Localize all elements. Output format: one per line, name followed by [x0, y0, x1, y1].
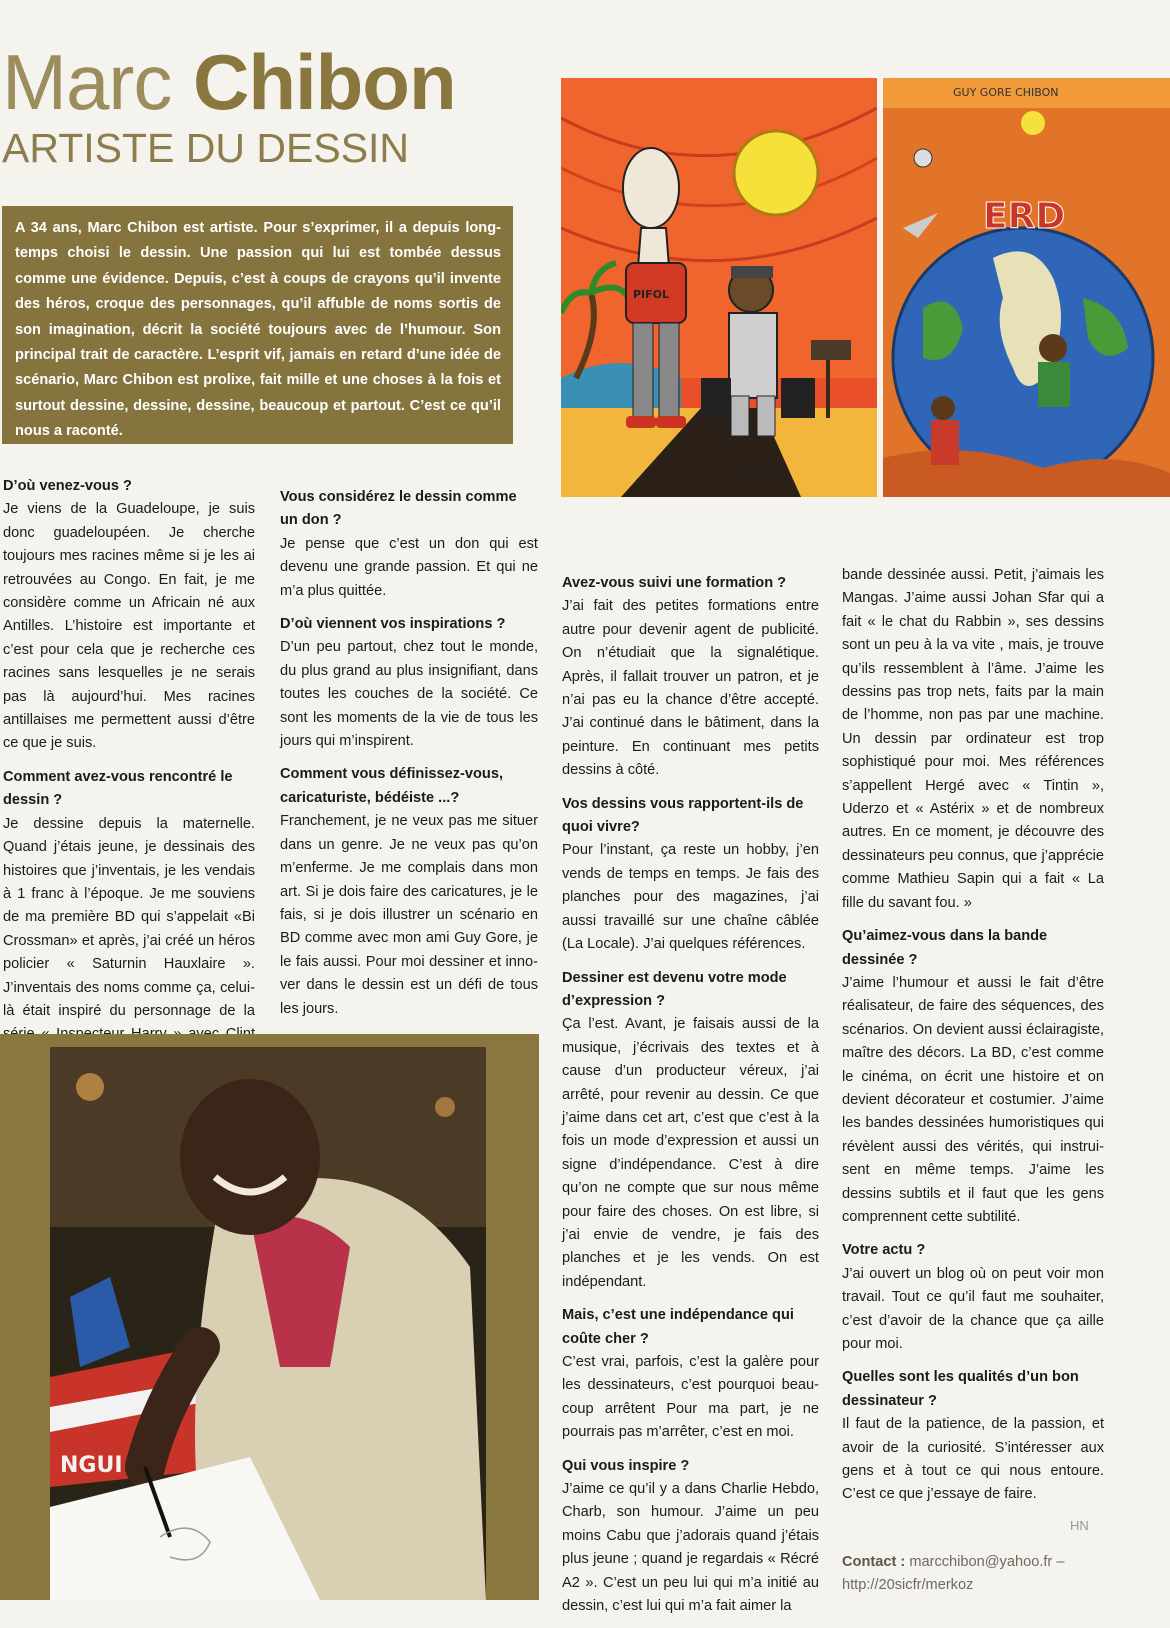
art1-signature: MARC — [746, 468, 775, 479]
answer-news: J’ai ouvert un blog où on peut voir mon travail. Tout ce qu’il faut me souhaiter, c’est d’avoir de la chance que ça aille pour moi. — [842, 1265, 1104, 1352]
contact-label: Contact : — [842, 1554, 906, 1570]
intro-box — [2, 206, 513, 444]
answer-discovery: Je dessine depuis la maternelle. Quand j’étais jeune, je dessinais des histoires que j’inventais, je les vendais à 1 franc à l’époque. Je me souviens de ma première BD qui s’appelait «Bi Crossman» et après, j’ai créé un héros policier « Saturnin Hauxlaire ». J’inventais des noms comme ça, celui-là était inspiré du personnage de la — [3, 815, 255, 1019]
art2-banner: GUY GORE CHIBON — [953, 86, 1059, 99]
question-origin: D’où venez-vous ? — [3, 478, 132, 494]
question-influences: Qui vous inspire ? — [562, 1457, 690, 1474]
cartoon-artwork-right — [883, 78, 1170, 497]
author-signature: HN — [1070, 1518, 1089, 1533]
column-1 — [3, 475, 255, 1080]
answer-inspirations: D’un peu partout, chez tout le monde, du plus grand au plus insignifiant, dans toutes les couches de la société. Ce sont les moments de la vie de tous les jours qui m’inspirent. — [280, 639, 538, 750]
title-last-name: Chibon — [193, 38, 456, 126]
column-4 — [842, 564, 1104, 1517]
question-comics-love: Qu’aimez-vous dans la bande dessinée ? — [842, 928, 1048, 968]
answer-comics-love: J’aime l’humour et aussi le fait d’être réalisateur, de faire des séquences, des scénarios. On devient aussi éclairagiste, maître des décors. La BD, c’est comme le cinéma, on écrit une histoire et on devient décorateur et costumier. J’aime les bandes dessinées humoristiques qui révèlent aussi des vérités, qui instruisent en même temps. J’aime les dessins subtils et il faut que les gens comprennent cette subtilité. — [842, 974, 1104, 1225]
column-2 — [280, 486, 538, 1031]
question-inspirations: D’où viennent vos inspirations ? — [280, 616, 506, 633]
column-3 — [562, 572, 819, 1628]
answer-training: J’ai fait des petites formations entre autre pour devenir agent de publicité. On n’étudiait que la signalétique. Après, il fallait trouver un patron, et je n’ai pas eu la chance d’être accepté. J’ai continué dans le bâtiment, dans la peinture. En continuant mes petits dessins à côté. — [562, 598, 819, 779]
intro-text: A 34 ans, Marc Chibon est artiste. Pour s’exprimer, il a depuis longtemps choisi le dessin. Une passion qui lui est tombée dessus comme une évidence. Depuis, c’est à coups de crayons qu’il invente des héros, croque des personnages, qu’il affuble de noms sortis de son imagination, décrit la société toujours avec de l’humour. Son principal trait de caractère. L’esprit vif, jamais en retard d’une idée de scénario, Marc Chibon est prolixe, fait mille et une choses à la fois et surtout dessine, dessine, dessine, beaucoup et partout. C’est ce qu’il nous a raconté. — [15, 220, 501, 440]
answer-gift: Je pense que c’est un don qui est devenu une grande passion. Et qui ne m’a plus quittée. — [280, 535, 538, 599]
answer-income: Pour l’instant, ça reste un hobby, j’en vends de temps en temps. Je fais des planches pour des magazines, j’ai aussi travaillé sur une chaîne câblée (La Locale). J’ai quelques références. — [562, 842, 819, 953]
contact-text: marcchibon@yahoo.fr – http://20sicfr/merkoz — [842, 1554, 1065, 1594]
answer-definition: Franchement, je ne veux pas me situer dans un genre. Je ne veux pas qu’on m’enferme. Je me complais dans mon art. Si je dois faire des caricatures, je le fais, si je dois illustrer un scénario en BD comme avec mon ami Guy Gore, je le fais aussi. Pour moi dessiner et innover dans le dessin est un défi de tous les jours. — [280, 813, 538, 1017]
cartoon-artwork-left — [561, 78, 877, 497]
question-news: Votre actu ? — [842, 1242, 926, 1259]
question-gift: Vous considérez le dessin comme un don ? — [280, 489, 517, 529]
question-definition: Comment vous définissez-vous, caricaturiste, bédéiste ...? — [280, 766, 504, 806]
art1-shirt-text: PIFOL — [633, 288, 670, 301]
contact-line — [842, 1551, 1104, 1598]
question-expression: Dessiner est devenu votre mode d’expression ? — [562, 969, 787, 1009]
answer-influences-continued: bande dessinée aussi. Petit, j’aimais les Mangas. J’aime aussi Johan Sfar qui a fait « le chat du Rabbin », ses dessins sont un peu à la va vite , mais, je trouve qu’ils ressemblent à l’âme. J’aime les dessins pas trop nets, faits par la main de l’homme, non pas par une machine. Un dessin par ordinateur est trop sophistiqué pour moi. Mes références s’appellent Hergé avec « Tintin », Uderzo et « Astérix » et de nombreux autres. En ce moment, je découvre des dessinateurs peu connus, que j’apprécie comme Mathieu Sapin qui a fait « La fille du savant fou. » — [842, 567, 1104, 911]
page-title — [2, 38, 456, 126]
answer-independence: C’est vrai, parfois, c’est la galère pour les dessinateurs, c’est pourquoi beaucoup arrêtent Pour ma part, je ne pourrais pas m’arrêter, c’est en moi. — [562, 1354, 819, 1441]
art2-logo: ERD — [983, 196, 1066, 237]
question-qualities: Quelles sont les qualités d’un bon dessinateur ? — [842, 1369, 1079, 1409]
answer-qualities: Il faut de la patience, de la passion, et avoir de la curiosité. S’intéresser aux gens et à tout ce qui nous entoure. C’est ce que j’essaye de faire. — [842, 1416, 1104, 1503]
answer-expression: Ça l’est. Avant, je faisais aussi de la musique, j’écrivais des textes et à cause d’un producteur véreux, j’ai arrêté, pour revenir au dessin. Ce que j’aime dans cet art, c’est que c’est à la fois un mode d’expression et aussi un signe d’indépendance. C’est à dire qu’on ne compte que sur nous même pour faire des choses. On est libre, si j’ai envie de vendre, je fais des planches et je les vends. On est indépendant. — [562, 1016, 819, 1290]
boat-text: NGUI — [60, 1453, 123, 1478]
title-first-name: Marc — [2, 38, 172, 126]
answer-influences: J’aime ce qu’il y a dans Charlie Hebdo, Charb, son humour. J’aime un peu moins Cabu que j’adorais quand j’étais plus jeune ; quand je regardais « Récré A2 ». C’est un peu lui qui m’a initié au dessin, c’est lui qui m’a fait aimer la — [562, 1481, 819, 1615]
question-discovery: Comment avez-vous rencontré le dessin ? — [3, 768, 233, 809]
artist-photo — [50, 1047, 486, 1600]
question-training: Avez-vous suivi une formation ? — [562, 575, 787, 591]
question-independence: Mais, c’est une indépendance qui coûte cher ? — [562, 1307, 794, 1347]
answer-origin: Je viens de la Guadeloupe, je suis donc guadeloupéen. Je cherche toujours mes racines même si je les ai retrouvées au Congo. En fait, je me considère comme un Africain né aux Antilles. L’histoire est importante et c’est pour cela que je recherche ces racines sans lesquelles je ne serais pas là aujourd’hui. Mes racines antillaises me permettent aussi d’être ce que je suis. — [3, 501, 255, 752]
page-subtitle: ARTISTE DU DESSIN — [2, 125, 410, 171]
question-income: Vos dessins vous rapportent-ils de quoi vivre? — [562, 795, 804, 836]
